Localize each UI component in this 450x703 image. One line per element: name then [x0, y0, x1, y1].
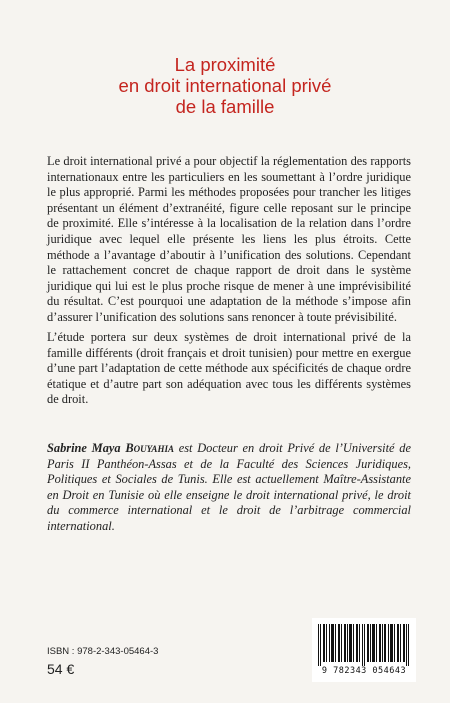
isbn: ISBN : 978-2-343-05464-3: [47, 646, 159, 657]
author-name: Sabrine Maya: [47, 441, 121, 455]
barcode-icon: [318, 624, 410, 666]
author-surname: Bouyahia: [125, 441, 174, 455]
author-bio-text: est Docteur en droit Privé de l’Université de Paris II Panthéon-Assas et de la Faculté des Sciences Juridiques, Politiques et Sociales de Tunis. Elle est actuellement Maître-Assistante en Droit en Tunisie où elle enseigne le droit international privé, le droit du commerce international et le droit de l’arbitrage commercial international.: [47, 441, 411, 533]
price: 54 €: [47, 661, 75, 677]
barcode: [312, 618, 416, 682]
summary-paragraph-2: L’étude portera sur deux systèmes de droit international privé de la famille différents (droit français et droit tunisien) pour mettre en exergue d’une part l’adaptation de cette méthode aux spécificités de chaque ordre étatique et d’autre part son adéquation avec tous les différents systèmes de droit.: [47, 330, 411, 407]
summary-paragraph-1: Le droit international privé a pour objectif la réglementation des rapports internationaux entre les particuliers en les soumettant à l’ordre juridique le plus approprié. Parmi les méthodes proposées pour trancher les litiges présentant un élément d’extranéité, figure celle reposant sur le principe de proximité. Elle s’intéresse à la localisation de la relation dans l’ordre juridique avec lequel elle présente les liens les plus étroits. Cette méthode a l’avantage d’aboutir à l’unification des solutions. Cependant le rattachement concret de chaque rapport de droit dans le système juridique qui lui est le plus proche risque de mener à une imprévisibilité du résultat. C’est pourquoi une adaptation de la méthode s’impose afin d’assurer l’unification des solutions sans renoncer à toute prévisibilité.: [47, 154, 411, 324]
barcode-digits: 9 782343 054643: [321, 666, 407, 676]
book-title: [0, 54, 450, 117]
title-line-2: en droit international privé: [118, 75, 332, 96]
author-bio: [47, 441, 411, 535]
title-line-3: de la famille: [175, 96, 275, 117]
title-line-1: La proximité: [174, 54, 276, 75]
